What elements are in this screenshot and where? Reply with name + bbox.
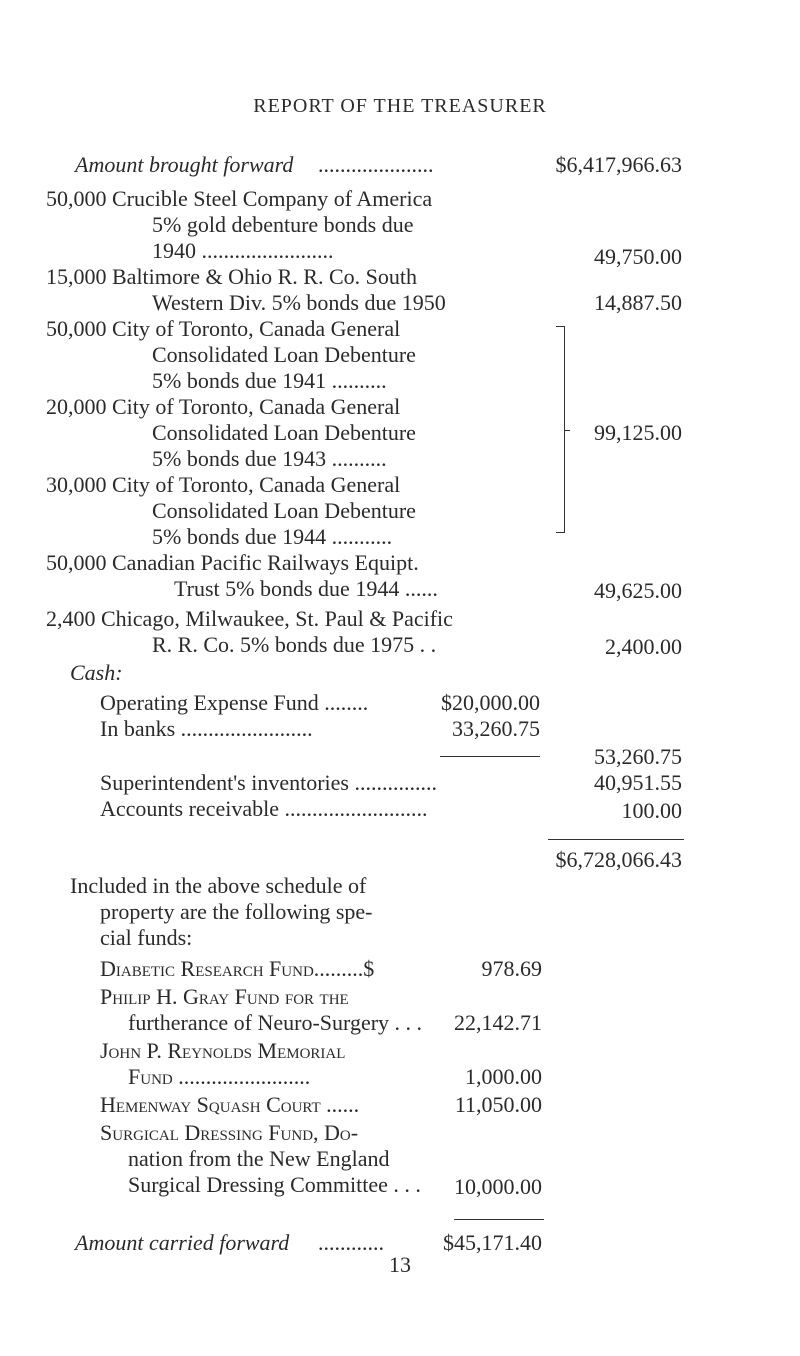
fund-line: Surgical Dressing Fund, Do- xyxy=(100,1120,359,1145)
fund-amount: 11,050.00 xyxy=(454,1092,542,1117)
page-title: REPORT OF THE TREASURER xyxy=(253,95,547,117)
brace-bottom xyxy=(556,532,565,533)
holding-line: 50,000 City of Toronto, Canada General xyxy=(46,316,401,341)
holding-line: 15,000 Baltimore & Ohio R. R. Co. South xyxy=(46,264,417,289)
fund-amount: 1,000.00 xyxy=(465,1064,542,1089)
holding-line: Consolidated Loan Debenture xyxy=(152,498,416,523)
carried-forward-amount: $45,171.40 xyxy=(443,1230,542,1255)
holding-line: 5% bonds due 1944 ........... xyxy=(152,524,393,549)
holding-amount: 2,400.00 xyxy=(605,634,682,659)
holding-line: Trust 5% bonds due 1944 ...... xyxy=(174,576,438,601)
grand-total: $6,728,066.43 xyxy=(555,847,682,872)
holding-line: 5% gold debenture bonds due xyxy=(152,212,414,237)
holding-line: 20,000 City of Toronto, Canada General xyxy=(46,394,401,419)
fund-amount: 10,000.00 xyxy=(454,1174,542,1199)
cash-item-label: Operating Expense Fund ........ xyxy=(100,690,369,715)
fund-amount: 22,142.71 xyxy=(454,1010,542,1035)
holding-amount: 49,750.00 xyxy=(594,244,682,269)
funds-total-rule xyxy=(454,1219,544,1220)
holding-line: Consolidated Loan Debenture xyxy=(152,420,416,445)
intro-line: Included in the above schedule of xyxy=(70,873,367,898)
fund-line: Fund ........................ xyxy=(128,1064,311,1089)
cash-item-label: In banks ........................ xyxy=(100,716,313,741)
cash-item-amount: 33,260.75 xyxy=(452,716,540,741)
cash-total: 53,260.75 xyxy=(594,744,682,769)
brought-forward-leader: ..................... xyxy=(318,152,434,177)
other-label: Superintendent's inventories ............... xyxy=(100,770,437,795)
cash-label: Cash: xyxy=(70,660,123,685)
holding-line: Consolidated Loan Debenture xyxy=(152,342,416,367)
fund-line: nation from the New England xyxy=(128,1146,390,1171)
fund-line: Diabetic Research Fund.........$ xyxy=(100,956,375,981)
carried-forward-label: Amount carried forward xyxy=(75,1230,290,1255)
other-amount: 40,951.55 xyxy=(594,770,682,795)
fund-line: Philip H. Gray Fund for the xyxy=(100,984,349,1009)
holding-amount: 14,887.50 xyxy=(594,290,682,315)
intro-line: property are the following spe- xyxy=(100,899,373,924)
grand-total-rule xyxy=(548,839,684,840)
holding-line: 5% bonds due 1941 .......... xyxy=(152,368,387,393)
fund-line: John P. Reynolds Memorial xyxy=(100,1038,346,1063)
holding-line: 1940 ........................ xyxy=(152,238,334,263)
other-amount: 100.00 xyxy=(621,798,682,823)
fund-line: Hemenway Squash Court ...... xyxy=(100,1092,360,1117)
fund-line: Surgical Dressing Committee . . . xyxy=(128,1172,421,1197)
brace-top xyxy=(556,326,565,327)
brought-forward-label: Amount brought forward xyxy=(75,152,294,177)
holding-line: 2,400 Chicago, Milwaukee, St. Paul & Pacific xyxy=(46,606,453,631)
holding-line: Western Div. 5% bonds due 1950 xyxy=(152,290,446,315)
holding-amount: 49,625.00 xyxy=(594,578,682,603)
holding-line: 50,000 Canadian Pacific Railways Equipt. xyxy=(46,550,419,575)
holding-line: 50,000 Crucible Steel Company of America xyxy=(46,186,433,211)
carried-forward-leader: ............ xyxy=(318,1230,384,1255)
brought-forward-amount: $6,417,966.63 xyxy=(555,152,682,177)
intro-line: cial funds: xyxy=(100,925,193,950)
fund-amount: 978.69 xyxy=(481,956,542,981)
holding-line: 5% bonds due 1943 .......... xyxy=(152,446,387,471)
holding-line: R. R. Co. 5% bonds due 1975 . . xyxy=(152,632,437,657)
holding-line: 30,000 City of Toronto, Canada General xyxy=(46,472,401,497)
cash-item-amount: $20,000.00 xyxy=(441,690,540,715)
fund-line: furtherance of Neuro-Surgery . . . xyxy=(128,1010,423,1035)
page-number: 13 xyxy=(389,1252,411,1277)
toronto-total: 99,125.00 xyxy=(594,420,682,445)
other-label: Accounts receivable .......................... xyxy=(100,796,428,821)
